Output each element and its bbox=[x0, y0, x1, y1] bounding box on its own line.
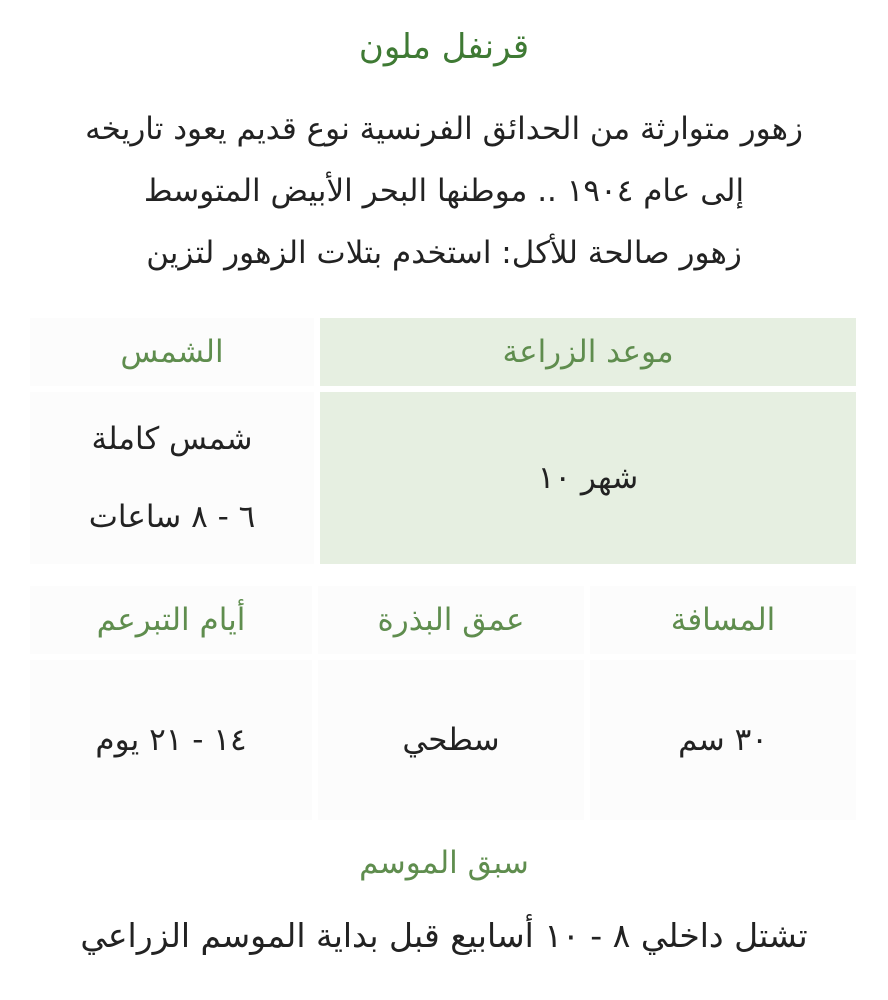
planting-time-header: موعد الزراعة bbox=[320, 318, 856, 386]
planting-time-value: شهر ١٠ bbox=[320, 392, 856, 564]
season-head-start-text: تشتل داخلي ٨ - ١٠ أسابيع قبل بداية الموسم الزراعي bbox=[80, 916, 808, 955]
season-head-start-title: سبق الموسم bbox=[359, 845, 529, 881]
sun-value-line-2: ٦ - ٨ ساعات bbox=[88, 499, 256, 535]
spacing-value: ٣٠ سم bbox=[590, 660, 856, 820]
sun-value-line-1: شمس كاملة bbox=[91, 421, 253, 457]
sun-value bbox=[30, 392, 314, 564]
germination-days-header: أيام التبرعم bbox=[30, 586, 312, 654]
description-line-3: زهور صالحة للأكل: استخدم بتلات الزهور لتزين bbox=[146, 235, 742, 271]
seed-depth-value: سطحي bbox=[318, 660, 584, 820]
spacing-header: المسافة bbox=[590, 586, 856, 654]
plant-description bbox=[20, 98, 868, 284]
plant-title: قرنفل ملون bbox=[358, 27, 530, 67]
description-line-2: إلى عام ١٩٠٤ .. موطنها البحر الأبيض المتوسط bbox=[143, 173, 745, 209]
sun-header: الشمس bbox=[30, 318, 314, 386]
germination-days-value: ١٤ - ٢١ يوم bbox=[30, 660, 312, 820]
seed-depth-header: عمق البذرة bbox=[318, 586, 584, 654]
description-line-1: زهور متوارثة من الحدائق الفرنسية نوع قديم يعود تاريخه bbox=[85, 111, 803, 147]
